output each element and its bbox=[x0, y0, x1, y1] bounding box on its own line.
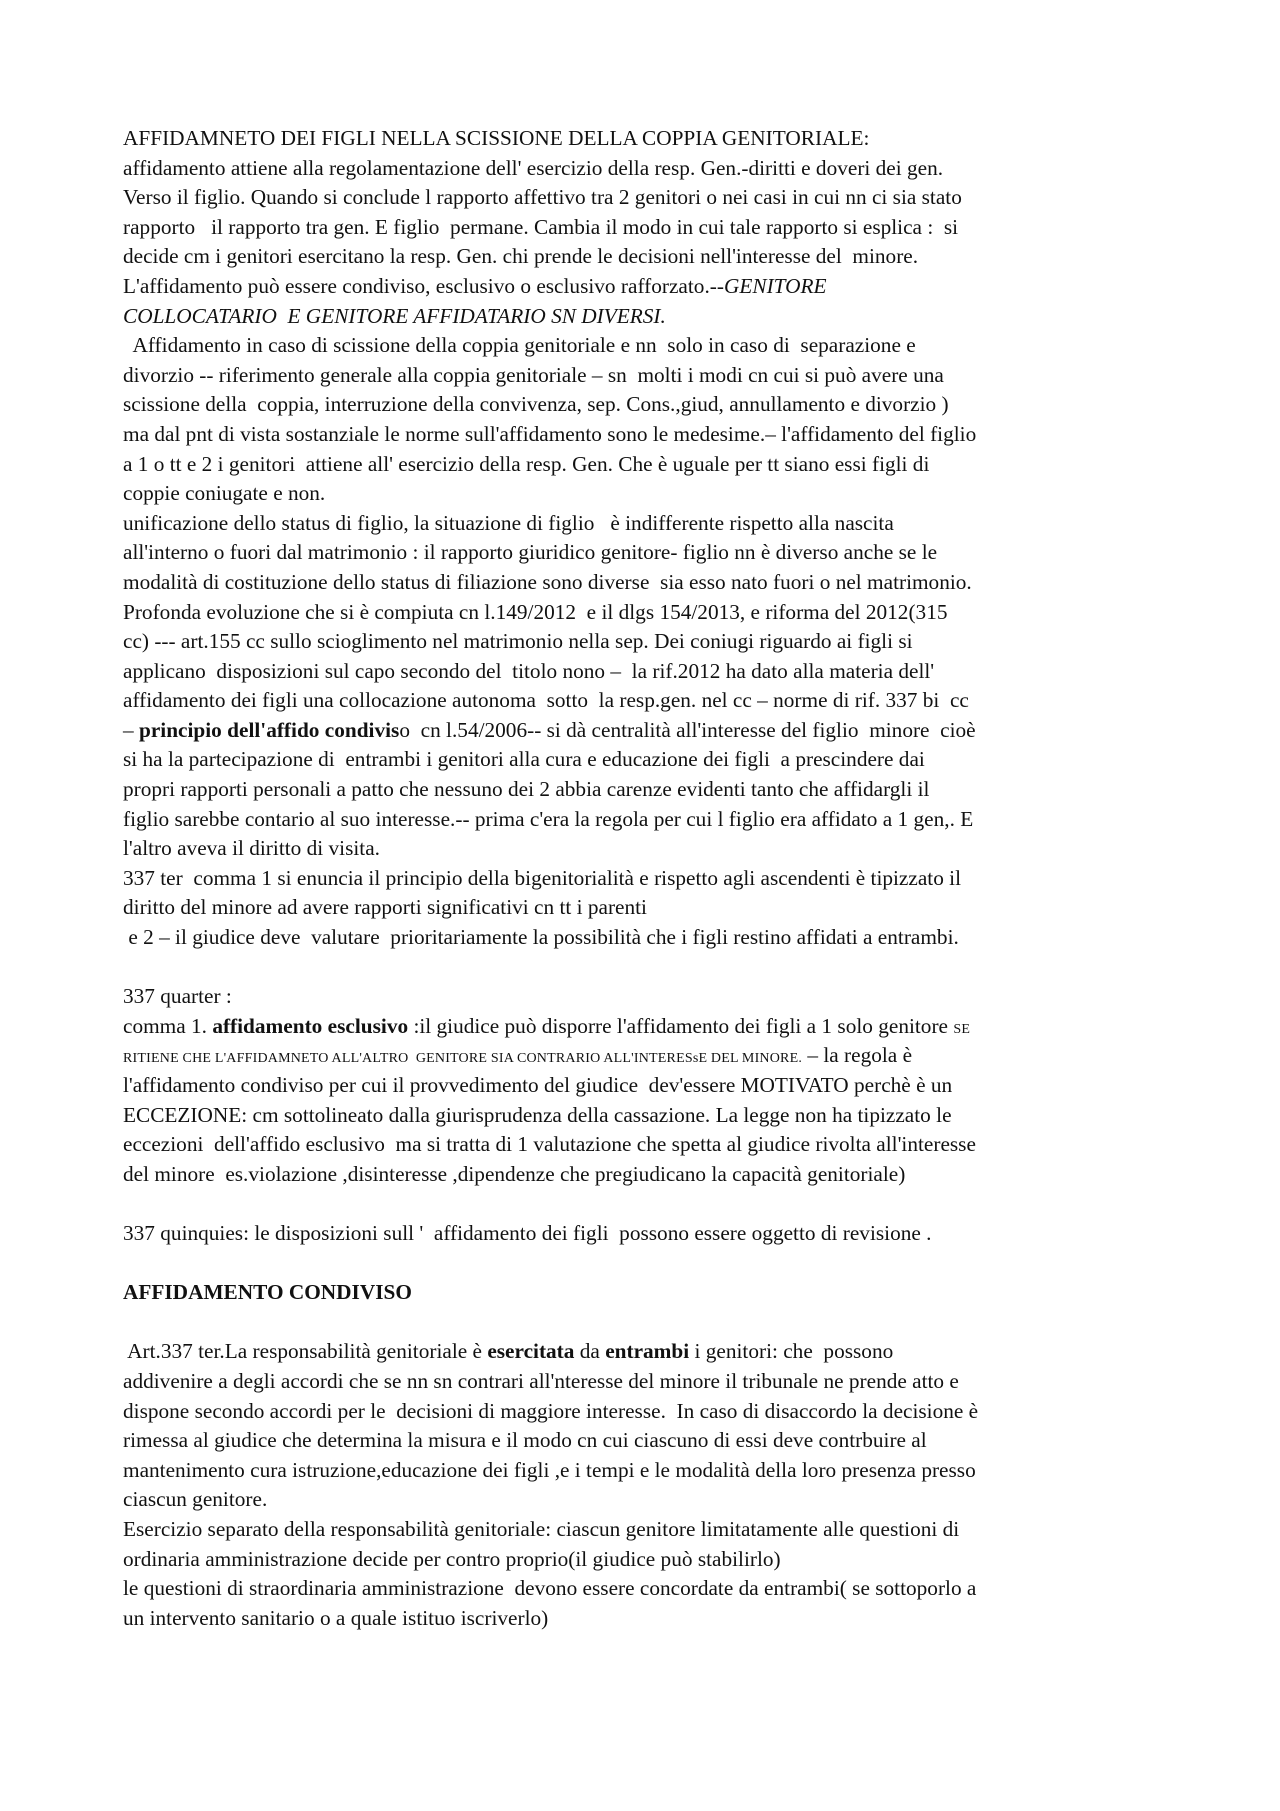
text-line: affidamento attiene alla regolamentazione dell' esercizio della resp. Gen.-diritti e doveri dei gen. bbox=[123, 155, 944, 180]
bold-text: principio dell'affido condivis bbox=[138, 717, 400, 742]
text-line: figlio sarebbe contario al suo interesse.-- prima c'era la regola per cui l figlio era affidato a 1 gen,. E bbox=[123, 806, 974, 831]
bold-text: entrambi bbox=[605, 1339, 690, 1364]
text-line: coppie coniugate e non. bbox=[123, 481, 326, 506]
text-line: applicano disposizioni sul capo secondo del titolo nono – la rif.2012 ha dato alla materia dell' bbox=[123, 658, 935, 683]
text-line: l'altro aveva il diritto di visita. bbox=[123, 836, 380, 861]
text-line: 337 ter comma 1 si enuncia il principio della bigenitorialità e rispetto agli ascendenti è tipizzato il bbox=[123, 865, 962, 890]
text-line: cc) --- art.155 cc sullo scioglimento nel matrimonio nella sep. Dei coniugi riguardo ai figli si bbox=[123, 629, 913, 654]
text-line: propri rapporti personali a patto che nessuno dei 2 abbia carenze evidenti tanto che affidargli il bbox=[123, 777, 930, 802]
document-page bbox=[123, 124, 1173, 1633]
text-line: del minore es.violazione ,disinteresse ,dipendenze che pregiudicano la capacità genitoriale) bbox=[123, 1161, 906, 1186]
text-line: AFFIDAMNETO DEI FIGLI NELLA SCISSIONE DELLA COPPIA GENITORIALE: bbox=[123, 126, 870, 150]
text-span: Art.337 ter.La responsabilità genitoriale è bbox=[123, 1339, 488, 1364]
text-line: eccezioni dell'affido esclusivo ma si tratta di 1 valutazione che spetta al giudice rivolta all'interesse bbox=[123, 1132, 976, 1157]
text-line: e 2 – il giudice deve valutare prioritariamente la possibilità che i figli restino affidati a entrambi. bbox=[123, 925, 959, 950]
text-line: Profonda evoluzione che si è compiuta cn l.149/2012 e il dlgs 154/2013, e riforma del 2012(315 bbox=[123, 599, 948, 624]
text-line: ECCEZIONE: cm sottolineato dalla giurisprudenza della cassazione. La legge non ha tipizzato le bbox=[123, 1102, 952, 1127]
text-span: :il giudice può disporre l'affidamento dei figli a 1 solo genitore bbox=[408, 1013, 954, 1038]
text-line: diritto del minore ad avere rapporti significativi cn tt i parenti bbox=[123, 895, 647, 920]
text-span: i genitori: che possono bbox=[689, 1339, 894, 1364]
text-line: Affidamento in caso di scissione della coppia genitoriale e nn solo in caso di separazione e bbox=[123, 333, 916, 358]
text-line: dispone secondo accordi per le decisioni di maggiore interesse. In caso di disaccordo la decisione è bbox=[123, 1398, 979, 1423]
text-line: ma dal pnt di vista sostanziale le norme sull'affidamento sono le medesime.– l'affidamento del figlio bbox=[123, 421, 977, 446]
text-line: rimessa al giudice che determina la misura e il modo cn cui ciascuno di essi deve contrbuire al bbox=[123, 1428, 927, 1453]
text-line: affidamento dei figli una collocazione autonoma sotto la resp.gen. nel cc – norme di rif. 337 bi cc bbox=[123, 688, 969, 713]
text-line: Verso il figlio. Quando si conclude l rapporto affettivo tra 2 genitori o nei casi in cui nn ci sia stato bbox=[123, 185, 962, 210]
text-span: – la regola è bbox=[802, 1043, 913, 1068]
text-span: comma 1. bbox=[123, 1013, 213, 1038]
text-line: decide cm i genitori esercitano la resp. Gen. chi prende le decisioni nell'interesse del minore. bbox=[123, 244, 919, 269]
text-line: 337 quinquies: le disposizioni sull ' affidamento dei figli possono essere oggetto di revisione . bbox=[123, 1220, 932, 1245]
blank-line bbox=[123, 1308, 1173, 1338]
text-line: mantenimento cura istruzione,educazione dei figli ,e i tempi e le modalità della loro presenza presso bbox=[123, 1457, 976, 1482]
text-line: modalità di costituzione dello status di filiazione sono diverse sia esso nato fuori o nel matrimonio. bbox=[123, 569, 972, 594]
bold-text: affidamento esclusivo bbox=[212, 1013, 409, 1038]
text-span: da bbox=[574, 1339, 606, 1364]
italic-text: COLLOCATARIO E GENITORE AFFIDATARIO SN DIVERSI. bbox=[123, 303, 666, 328]
text-line: 337 quarter : bbox=[123, 984, 232, 1009]
text-span: – bbox=[123, 717, 139, 742]
text-line bbox=[123, 716, 1173, 746]
blank-line bbox=[123, 1189, 1173, 1219]
blank-line bbox=[123, 953, 1173, 983]
bold-text: esercitata bbox=[487, 1339, 575, 1364]
text-line bbox=[123, 272, 1173, 302]
small-caps-text: RITIENE CHE L'AFFIDAMNETO ALL'ALTRO GENITORE SIA CONTRARIO ALL'INTERESsE DEL MINORE. bbox=[123, 1051, 803, 1067]
text-line: divorzio -- riferimento generale alla coppia genitoriale – sn molti i modi cn cui si può avere una bbox=[123, 362, 944, 387]
text-line: scissione della coppia, interruzione della convivenza, sep. Cons.,giud, annullamento e divorzio ) bbox=[123, 392, 949, 417]
section-heading: AFFIDAMENTO CONDIVISO bbox=[123, 1280, 412, 1305]
text-line bbox=[123, 1012, 1173, 1042]
text-line: un intervento sanitario o a quale istituo iscriverlo) bbox=[123, 1605, 549, 1630]
text-line bbox=[123, 1041, 1173, 1071]
text-line: ciascun genitore. bbox=[123, 1487, 268, 1512]
text-line: ordinaria amministrazione decide per contro proprio(il giudice può stabilirlo) bbox=[123, 1546, 781, 1571]
text-line bbox=[123, 302, 1173, 332]
text-span: o cn l.54/2006-- si dà centralità all'interesse del figlio minore cioè bbox=[399, 717, 976, 742]
italic-text: GENITORE bbox=[723, 273, 827, 298]
text-line: all'interno o fuori dal matrimonio : il rapporto giuridico genitore- figlio nn è diverso anche se le bbox=[123, 540, 938, 565]
text-line bbox=[123, 1337, 1173, 1367]
text-line: a 1 o tt e 2 i genitori attiene all' esercizio della resp. Gen. Che è uguale per tt siano essi figli di bbox=[123, 451, 930, 476]
blank-line bbox=[123, 1249, 1173, 1279]
text-line: si ha la partecipazione di entrambi i genitori alla cura e educazione dei figli a prescindere dai bbox=[123, 747, 925, 772]
text-line: l'affidamento condiviso per cui il provvedimento del giudice dev'essere MOTIVATO perchè è un bbox=[123, 1073, 953, 1097]
text-line: addivenire a degli accordi che se nn sn contrari all'nteresse del minore il tribunale ne prende atto e bbox=[123, 1368, 959, 1393]
text-line: Esercizio separato della responsabilità genitoriale: ciascun genitore limitatamente alle questioni di bbox=[123, 1516, 960, 1541]
text-line: le questioni di straordinaria amministrazione devono essere concordate da entrambi( se sottoporlo a bbox=[123, 1576, 977, 1601]
text-line: rapporto il rapporto tra gen. E figlio permane. Cambia il modo in cui tale rapporto si esplica : si bbox=[123, 214, 959, 239]
small-caps-text: SE bbox=[953, 1021, 971, 1037]
text-line: unificazione dello status di figlio, la situazione di figlio è indifferente rispetto alla nascita bbox=[123, 510, 894, 535]
text-span: L'affidamento può essere condiviso, esclusivo o esclusivo rafforzato.-- bbox=[123, 273, 724, 298]
